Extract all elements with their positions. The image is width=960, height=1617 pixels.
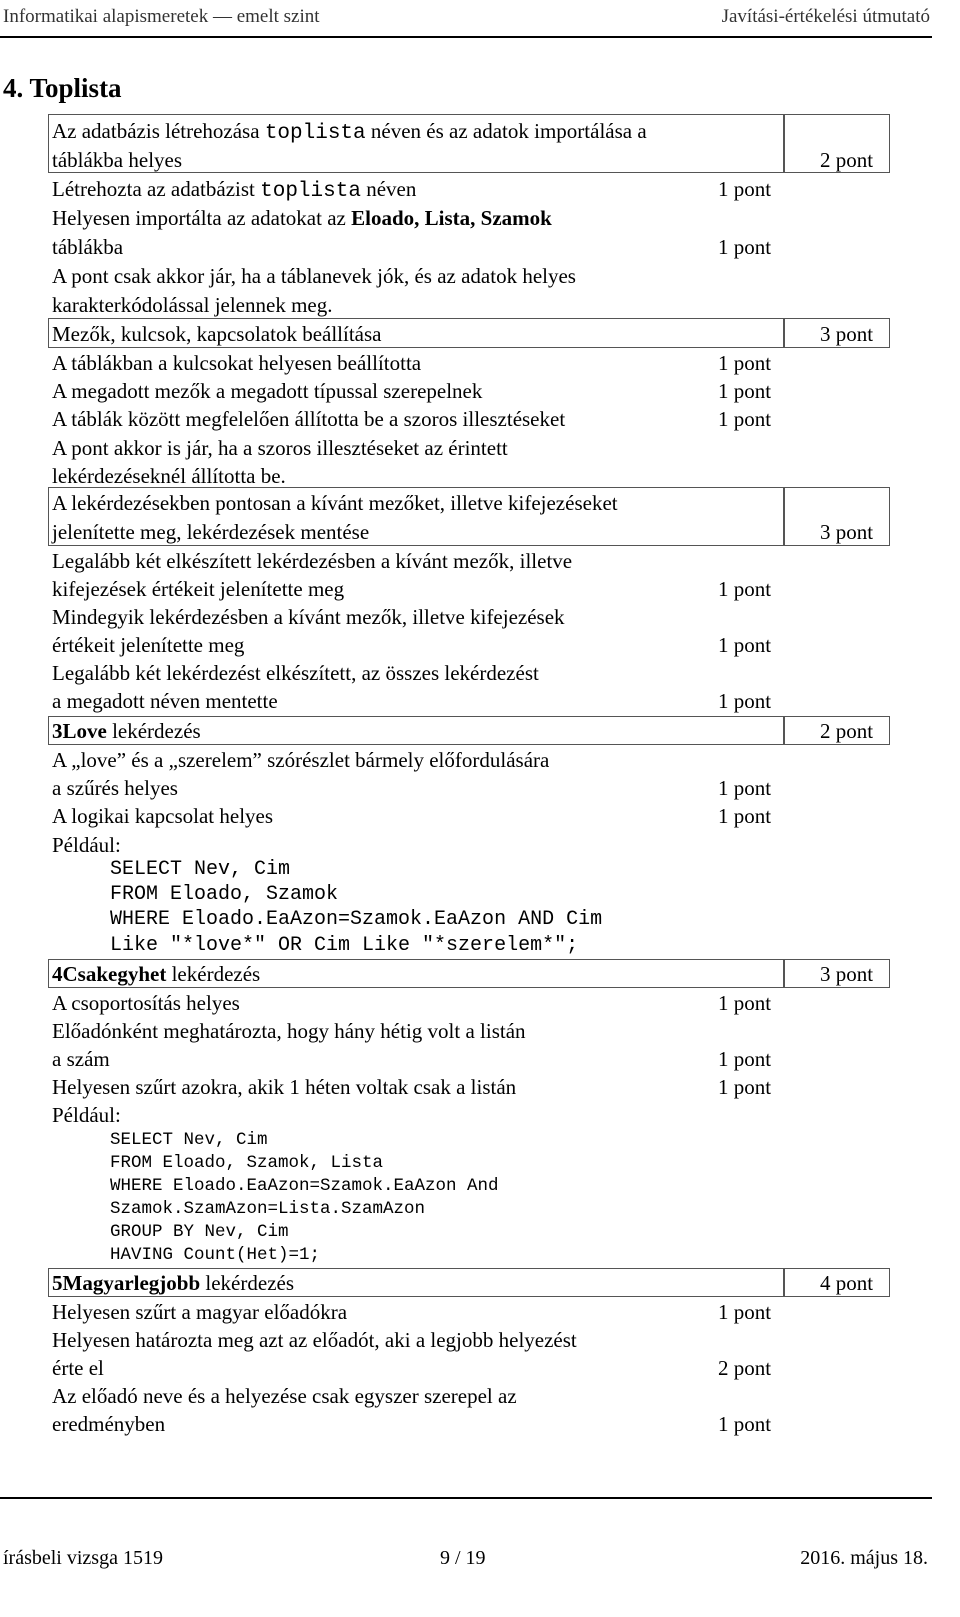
- code-line: SELECT Nev, Cim: [110, 1130, 268, 1150]
- section-1-item-1: Létrehozta az adatbázist toplista néven: [52, 177, 417, 203]
- code-line: Szamok.SzamAzon=Lista.SzamAzon: [110, 1199, 426, 1219]
- section-2-item-2-points: 1 pont: [718, 379, 772, 403]
- section-1-item-2-points: 1 pont: [718, 235, 772, 259]
- section-5-score: 3 pont: [820, 962, 874, 986]
- section-1-item-2: Helyesen importálta az adatokat az Eloado, Lista, Szamok: [52, 206, 552, 230]
- section-5-item-3: Helyesen szűrt azokra, akik 1 héten voltak csak a listán: [52, 1075, 517, 1099]
- section-1-note: A pont csak akkor jár, ha a táblanevek jók, és az adatok helyes: [52, 264, 576, 288]
- section-1-note-line2: karakterkódolással jelennek meg.: [52, 293, 333, 317]
- section-1-heading-line2: táblákba helyes: [52, 148, 183, 172]
- section-4-score: 2 pont: [820, 719, 874, 743]
- section-4-heading: 3Love lekérdezés: [52, 719, 201, 743]
- header-right: Javítási-értékelési útmutató: [721, 6, 930, 27]
- section-3-item-3: Legalább két lekérdezést elkészített, az összes lekérdezést: [52, 661, 539, 685]
- page-title: 4. Toplista: [3, 73, 122, 103]
- header-rule: [0, 36, 932, 38]
- section-2-score: 3 pont: [820, 322, 874, 346]
- section-6-item-3: Az előadó neve és a helyezése csak egyszer szerepel az: [52, 1384, 517, 1408]
- section-3-item-1-points: 1 pont: [718, 577, 772, 601]
- section-5-item-2-line2: a szám: [52, 1047, 110, 1071]
- section-2-item-1: A táblákban a kulcsokat helyesen beállította: [52, 351, 422, 375]
- section-3-item-1-line2: kifejezések értékeit jelenítette meg: [52, 577, 345, 601]
- section-6-item-3-points: 1 pont: [718, 1412, 772, 1436]
- footer-left: írásbeli vizsga 1519: [3, 1547, 163, 1569]
- section-4-item-1-line2: a szűrés helyes: [52, 776, 178, 800]
- section-6-heading: 5Magyarlegjobb lekérdezés: [52, 1271, 295, 1295]
- section-3-item-2-points: 1 pont: [718, 633, 772, 657]
- section-1-item-2-line2: táblákba: [52, 235, 124, 259]
- page-number: 9 / 19: [440, 1547, 486, 1569]
- section-3-heading-line2: jelenítette meg, lekérdezések mentése: [52, 520, 370, 544]
- section-2-item-1-points: 1 pont: [718, 351, 772, 375]
- section-6-item-1: Helyesen szűrt a magyar előadókra: [52, 1300, 348, 1324]
- section-6-score: 4 pont: [820, 1271, 874, 1295]
- section-5-item-2: Előadónként meghatározta, hogy hány hétig volt a listán: [52, 1019, 526, 1043]
- section-6-item-2: Helyesen határozta meg azt az előadót, aki a legjobb helyezést: [52, 1328, 577, 1352]
- section-5-item-1: A csoportosítás helyes: [52, 991, 240, 1015]
- code-line: HAVING Count(Het)=1;: [110, 1245, 321, 1265]
- code-line: Like "*love*" OR Cim Like "*szerelem*";: [110, 934, 579, 957]
- footer-rule: [0, 1497, 932, 1499]
- section-2-item-2: A megadott mezők a megadott típussal szerepelnek: [52, 379, 483, 403]
- section-1-score: 2 pont: [820, 148, 874, 172]
- section-2-item-3: A táblák között megfelelően állította be a szoros illesztéseket: [52, 407, 566, 431]
- code-line: WHERE Eloado.EaAzon=Szamok.EaAzon And: [110, 1176, 499, 1196]
- section-3-item-3-line2: a megadott néven mentette: [52, 689, 278, 713]
- section-5-example-label: Például:: [52, 1103, 121, 1127]
- section-6-item-2-points: 2 pont: [718, 1356, 772, 1380]
- section-6-item-1-points: 1 pont: [718, 1300, 772, 1324]
- footer-right: 2016. május 18.: [800, 1547, 928, 1569]
- section-3-score: 3 pont: [820, 520, 874, 544]
- code-line: FROM Eloado, Szamok, Lista: [110, 1153, 384, 1173]
- section-4-example-label: Például:: [52, 833, 121, 857]
- section-3-item-1: Legalább két elkészített lekérdezésben a kívánt mezők, illetve: [52, 549, 573, 573]
- code-line: WHERE Eloado.EaAzon=Szamok.EaAzon AND Cim: [110, 908, 603, 931]
- section-6-item-2-line2: érte el: [52, 1356, 104, 1380]
- section-2-heading: Mezők, kulcsok, kapcsolatok beállítása: [52, 322, 382, 346]
- code-line: SELECT Nev, Cim: [110, 858, 291, 881]
- section-4-item-2: A logikai kapcsolat helyes: [52, 804, 274, 828]
- section-2-note: A pont akkor is jár, ha a szoros illesztéseket az érintett: [52, 436, 508, 460]
- section-1-item-1-points: 1 pont: [718, 177, 772, 201]
- section-3-item-2: Mindegyik lekérdezésben a kívánt mezők, illetve kifejezések: [52, 605, 565, 629]
- section-1-heading: Az adatbázis létrehozása toplista néven és az adatok importálása a: [52, 119, 647, 145]
- section-3-heading: A lekérdezésekben pontosan a kívánt mezőket, illetve kifejezéseket: [52, 491, 618, 515]
- section-5-heading: 4Csakegyhet lekérdezés: [52, 962, 261, 986]
- section-4-item-1-points: 1 pont: [718, 776, 772, 800]
- section-4-item-1: A „love” és a „szerelem” szórészlet bármely előfordulására: [52, 748, 550, 772]
- section-5-item-2-points: 1 pont: [718, 1047, 772, 1071]
- section-2-item-3-points: 1 pont: [718, 407, 772, 431]
- section-6-item-3-line2: eredményben: [52, 1412, 166, 1436]
- section-2-note-line2: lekérdezéseknél állította be.: [52, 464, 286, 488]
- section-3-item-3-points: 1 pont: [718, 689, 772, 713]
- section-5-item-1-points: 1 pont: [718, 991, 772, 1015]
- section-5-item-3-points: 1 pont: [718, 1075, 772, 1099]
- section-4-item-2-points: 1 pont: [718, 804, 772, 828]
- header-left: Informatikai alapismeretek — emelt szint: [3, 6, 320, 27]
- code-line: FROM Eloado, Szamok: [110, 883, 339, 906]
- code-line: GROUP BY Nev, Cim: [110, 1222, 289, 1242]
- section-3-item-2-line2: értékeit jelenítette meg: [52, 633, 245, 657]
